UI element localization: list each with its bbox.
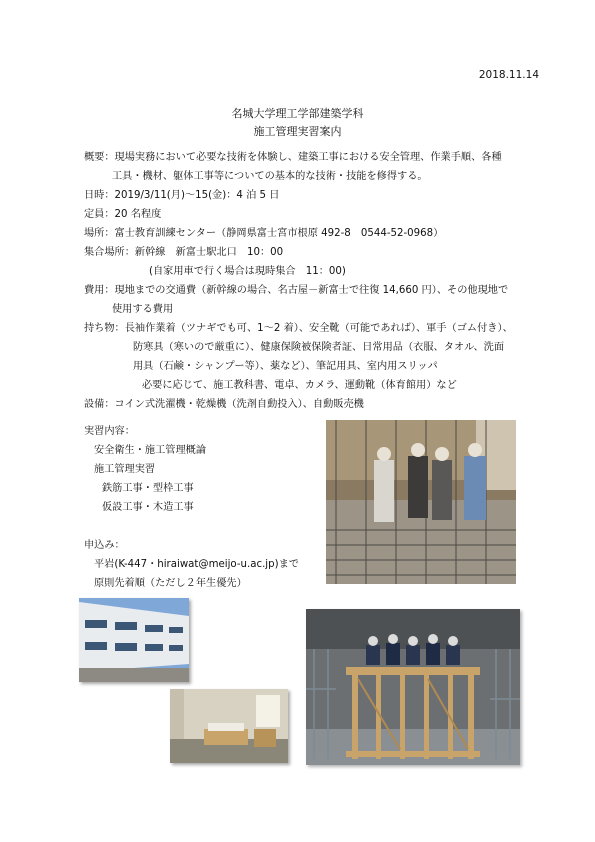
training-item-rebar: 鉄筋工事・型枠工事 [102, 483, 194, 494]
training-center-building-photo [79, 598, 189, 682]
training-item-safety: 安全衛生・施工管理概論 [94, 445, 207, 456]
cost-line: 費用：現地までの交通費（新幹線の場合、名古屋－新富士で往復 14,660 円）、その他現地で [84, 285, 509, 296]
overview-line: 概要：現場実務において必要な技術を体験し、建築工事における安全管理、作業手順、各種 [84, 152, 502, 163]
meeting-point-line: 集合場所：新幹線 新富士駅北口 10：00 [84, 247, 284, 258]
dormitory-room-photo [170, 689, 288, 763]
wooden-frame-construction-photo [306, 609, 520, 765]
document-date: 2018.11.14 [478, 69, 539, 81]
items-line: 持ち物：長袖作業着（ツナギでも可、1～2 着）、安全靴（可能であれば）、軍手（ゴム付き）、 [84, 323, 513, 334]
items-line-3: 用具（石鹸・シャンプー等）、薬など）、筆記用具、室内用スリッパ [133, 361, 438, 372]
overview-line-continued: 工具・機材、躯体工事等についての基本的な技術・技能を修得する。 [112, 171, 428, 182]
training-heading: 実習内容： [84, 426, 135, 437]
cost-line-continued: 使用する費用 [112, 304, 174, 315]
facilities-line: 設備：コイン式洗濯機・乾燥機（洗剤自動投入）、自動販売機 [84, 399, 364, 410]
training-item-temporary: 仮設工事・木造工事 [102, 502, 194, 513]
application-contact: 平岩(K-447・hiraiwat@meijo-u.ac.jp)まで [94, 559, 299, 570]
items-line-4: 必要に応じて、施工教科書、電卓、カメラ、運動靴（体育館用）など [142, 380, 457, 391]
meeting-point-note: (自家用車で行く場合は現時集合 11：00) [149, 266, 346, 277]
details-section [84, 148, 524, 414]
training-section [84, 422, 299, 593]
document-title-subject: 施工管理実習案内 [253, 125, 342, 138]
items-line-2: 防寒具（寒いので厳重に）、健康保険被保険者証、日常用品（衣服、タオル、洗面 [133, 342, 505, 353]
application-heading: 申込み： [84, 540, 125, 551]
spacer [84, 517, 299, 536]
document-title-department: 名城大学理工学部建築学科 [231, 107, 364, 120]
training-item-management: 施工管理実習 [94, 464, 156, 475]
capacity-line: 定員：20 名程度 [84, 209, 162, 220]
venue-line: 場所：富士教育訓練センター（静岡県富士宮市根原 492-8 0544-52-0968） [84, 228, 444, 239]
rebar-workshop-photo [326, 420, 516, 584]
application-rule: 原則先着順（ただし２年生優先） [94, 578, 247, 589]
schedule-line: 日時：2019/3/11(月)～15(金)：4 泊 5 日 [84, 190, 280, 201]
